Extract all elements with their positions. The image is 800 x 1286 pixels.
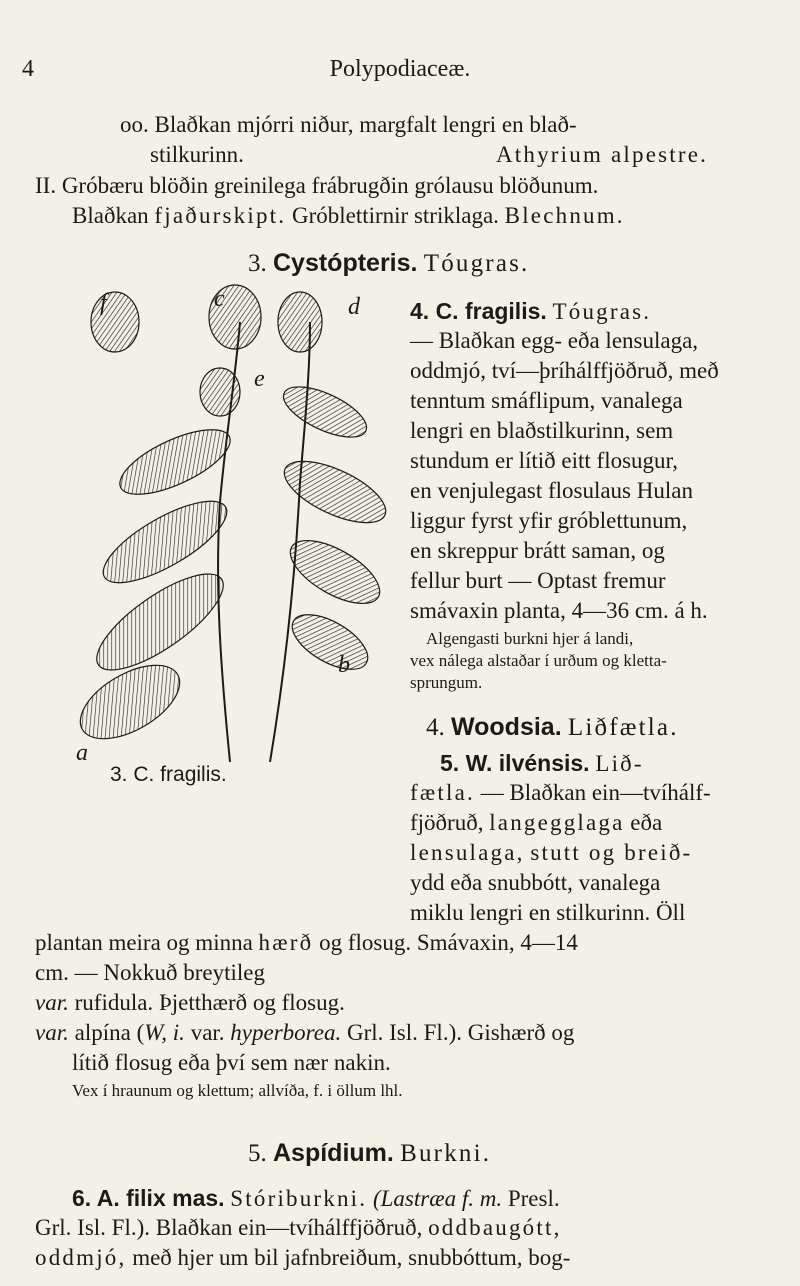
key-oo-line-1: oo. Blaðkan mjórri niður, margfalt lengri en blað- — [120, 112, 577, 137]
species-4-note-1: Algengasti burkni hjer á landi, — [426, 629, 634, 648]
page-header — [0, 56, 800, 96]
species-5-note: Vex í hraunum og klettum; allvíða, f. i öllum lhl. — [72, 1081, 403, 1100]
key-ii-fjadurskipt: fjaðurskipt. — [154, 203, 287, 228]
species-4-line-6: stundum er lítið eitt flosugur, — [410, 448, 679, 473]
genus-common-name: Liðfætla. — [567, 714, 679, 741]
figure-letter-e: e — [254, 366, 265, 392]
page-number: 4 — [22, 56, 34, 82]
species-4-line-10: fellur burt — Optast fremur — [410, 568, 666, 593]
key-oo-taxon: Athyrium alpestre. — [496, 142, 709, 167]
species-4-line-3: oddmjó, tví—þríhálffjöðruð, með — [410, 358, 719, 383]
species-5-line-8: cm. — Nokkuð breytileg — [35, 960, 265, 985]
species-5-line-1 — [440, 748, 644, 779]
species-4-line-8: liggur fyrst yfir gróblettunum, — [410, 508, 688, 533]
genus-number: 4. — [426, 714, 445, 741]
species-4-common: Tóugras. — [552, 299, 652, 324]
species-5-line-7 — [35, 928, 578, 958]
species-6-desc-d: með hjer um bil jafnbreiðum, snubbóttum, bog- — [132, 1245, 571, 1270]
running-head: Polypodiaceæ. — [329, 56, 471, 82]
species-5-line-2 — [410, 778, 711, 808]
species-4-line-2: — Blaðkan egg- eða lensulaga, — [410, 328, 699, 353]
fern-frond-b — [270, 322, 394, 762]
key-ii-groblettir: Gróblettirnir striklaga. — [291, 203, 499, 228]
var-name: rufidula. — [74, 990, 154, 1015]
var-label: var. — [35, 990, 69, 1015]
figure-letter-b: b — [338, 652, 350, 678]
key-ii-taxon: Blechnum. — [504, 203, 625, 228]
figure-caption: 3. C. fragilis. — [110, 763, 227, 786]
species-6-line-3 — [35, 1243, 570, 1273]
species-4-line-4: tenntum smáflipum, vanalega — [410, 388, 683, 413]
var-desc: Grl. Isl. Fl.). Gishærð og — [346, 1020, 575, 1045]
genus-name: Woodsia. — [451, 713, 562, 741]
figure-letter-d: d — [348, 294, 360, 320]
key-ii-blaskan: Blaðkan — [72, 203, 149, 228]
species-4-note-2: vex nálega alstaðar í urðum og kletta- — [410, 651, 667, 670]
genus-heading-woodsia — [426, 712, 679, 743]
species-5-desc-b: fjöðruð, — [410, 810, 484, 835]
figure-letter-c: c — [214, 286, 225, 312]
var-name: alpína ( — [74, 1020, 145, 1045]
species-5-name: 5. W. ilvénsis. — [440, 750, 590, 776]
species-5-var-3: lítið flosug eða því sem nær nakin. — [72, 1050, 391, 1075]
species-5-desc-g: plantan meira og minna — [35, 930, 253, 955]
species-4-name: 4. C. fragilis. — [410, 298, 547, 324]
genus-heading-cystopteris — [248, 248, 530, 279]
species-5-var-2 — [35, 1018, 574, 1048]
var-author: W, i. — [144, 1020, 185, 1045]
genus-name: Cystópteris. — [273, 249, 418, 277]
key-ii-line-1: II. Gróbæru blöðin greinilega frábrugðin grólausu blöðunum. — [35, 173, 599, 198]
species-4-line-7: en venjulegast flosulaus Hulan — [410, 478, 693, 503]
key-ii-line-2 — [72, 201, 625, 231]
species-5-line-6: miklu lengri en stilkurinn. Öll — [410, 900, 686, 925]
genus-common-name: Burkni. — [400, 1140, 492, 1167]
species-4-line-9: en skreppur brátt saman, og — [410, 538, 665, 563]
species-4-note-3: sprungum. — [410, 673, 483, 692]
genus-number: 5. — [248, 1140, 267, 1167]
genus-heading-aspidium — [248, 1138, 491, 1169]
species-4-line-5: lengri en blaðstilkurinn, sem — [410, 418, 674, 443]
var-desc: Þjetthærð og flosug. — [158, 990, 345, 1015]
figure-letter-a: a — [76, 740, 88, 766]
species-6-common: Stóriburkni. — [230, 1186, 368, 1211]
species-5-desc-a: — Blaðkan ein—tvíhálf- — [480, 780, 711, 805]
genus-number: 3. — [248, 250, 267, 277]
species-6-line-1 — [72, 1183, 560, 1214]
figure-letter-f: f — [100, 290, 107, 316]
species-5-desc-h: hærð — [258, 930, 314, 955]
species-5-line-4 — [410, 838, 692, 868]
var-synonym: hyperborea. — [230, 1020, 342, 1045]
genus-name: Aspídium. — [273, 1139, 394, 1167]
fern-illustration — [70, 282, 400, 800]
species-5-desc-c: langegglaga — [489, 810, 625, 835]
species-5-line-5: ydd eða snubbótt, vanalega — [410, 870, 661, 895]
species-5-common-a: Lið- — [595, 751, 644, 776]
species-4-line-1 — [410, 296, 651, 327]
species-5-var-1 — [35, 988, 345, 1018]
key-oo-line-2a: stilkurinn. — [150, 142, 244, 167]
species-6-desc-a: Grl. Isl. Fl.). Blaðkan ein—tvíhálffjöðruð, — [35, 1215, 423, 1240]
species-5-desc-f: stutt og breið- — [530, 840, 693, 865]
species-4-line-11: smávaxin planta, 4—36 cm. á h. — [410, 598, 708, 623]
species-6-line-2 — [35, 1213, 562, 1243]
species-6-desc-b: oddbaugótt, — [428, 1215, 562, 1240]
species-5-common-b: fætla. — [410, 780, 475, 805]
species-5-desc-e: lensulaga, — [410, 840, 525, 865]
species-5-line-3 — [410, 808, 662, 838]
var-label-2: var. — [190, 1020, 225, 1045]
species-6-name: 6. A. filix mas. — [72, 1185, 225, 1211]
species-5-desc-d: eða — [630, 810, 663, 835]
species-6-synonym: (Lastræa f. m. — [372, 1186, 503, 1211]
species-6-desc-c: oddmjó, — [35, 1245, 127, 1270]
species-5-desc-i: og flosug. Smávaxin, 4—14 — [319, 930, 578, 955]
var-label: var. — [35, 1020, 69, 1045]
species-6-author: Presl. — [507, 1186, 560, 1211]
genus-common-name: Tóugras. — [423, 250, 530, 277]
